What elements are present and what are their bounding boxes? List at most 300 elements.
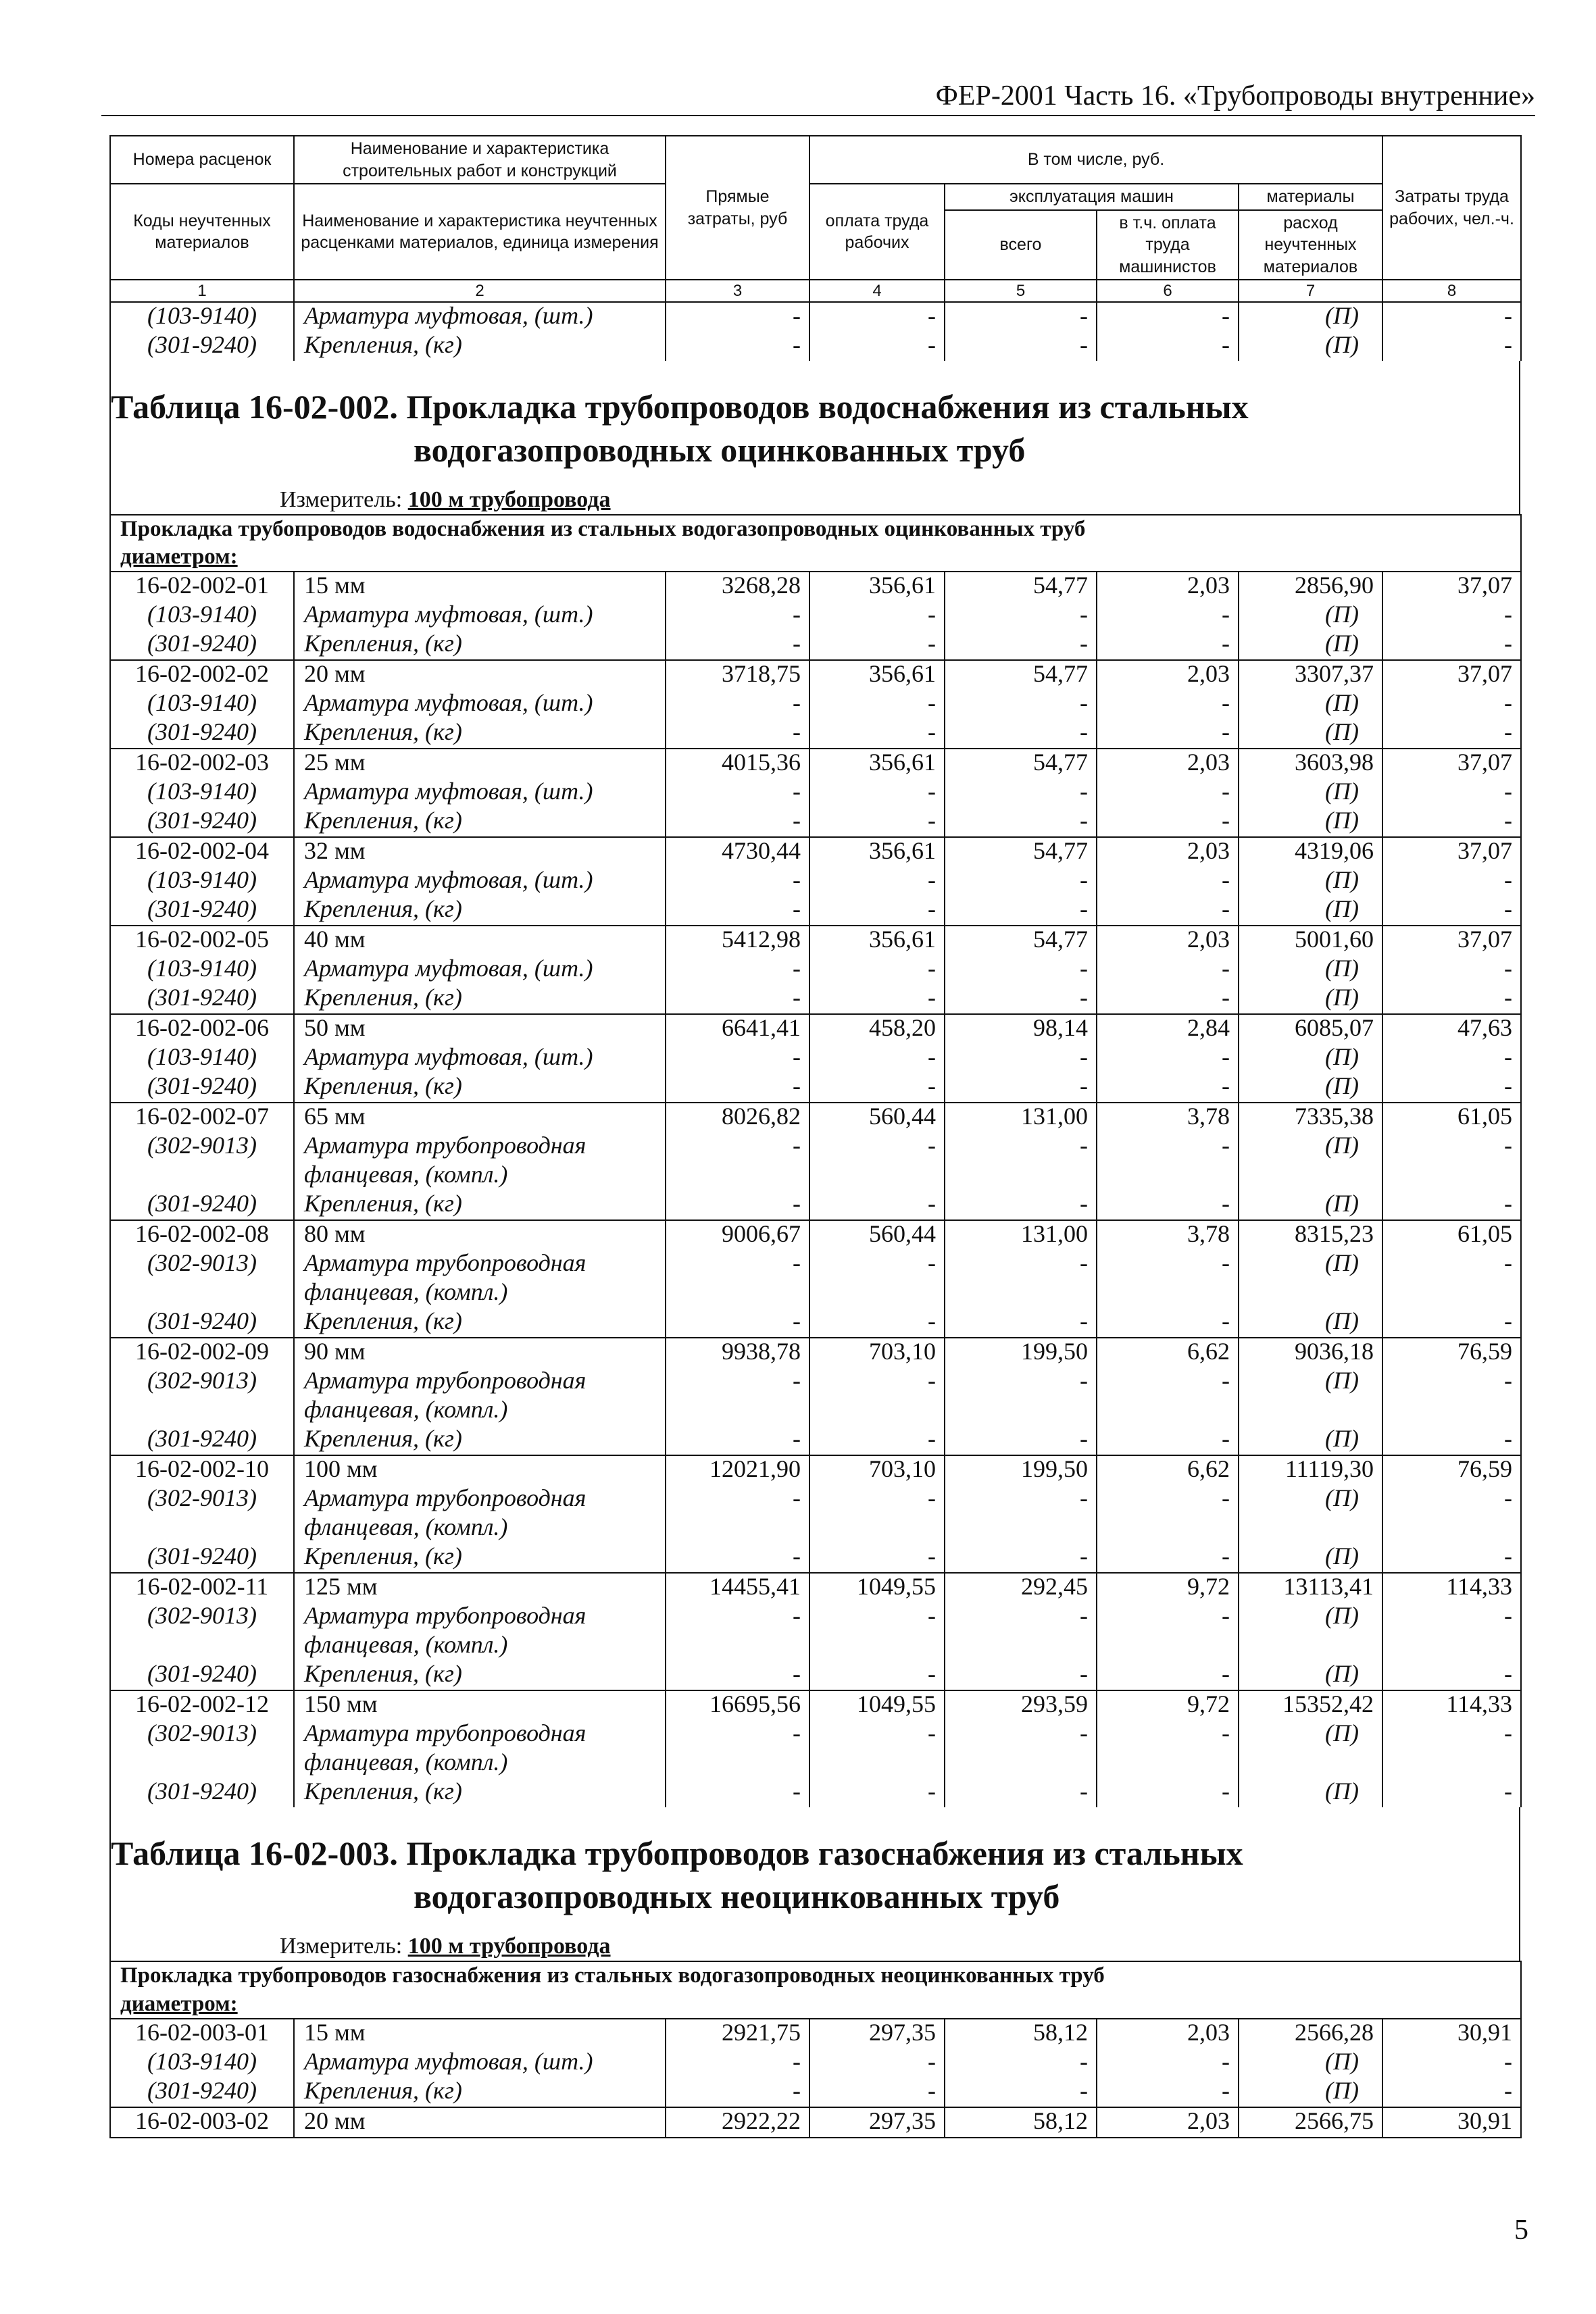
material-code: (301-9240) [110, 1190, 294, 1220]
value-cell: - [945, 1367, 1097, 1397]
value-cell: - [809, 2078, 945, 2107]
material-row [110, 1485, 1521, 1514]
value-cell: - [1382, 1132, 1521, 1161]
value-cell: 1049,55 [809, 1573, 945, 1603]
value-cell [666, 1632, 809, 1661]
value-cell: - [809, 1485, 945, 1514]
material-code: (301-9240) [110, 984, 294, 1014]
value-cell: - [945, 1073, 1097, 1103]
material-code: (302-9013) [110, 1603, 294, 1632]
rate-code: 16-02-002-07 [110, 1103, 294, 1132]
value-cell: (П) [1239, 2078, 1382, 2107]
meter-value: 100 м трубопровода [407, 487, 611, 513]
value-cell: - [1382, 1426, 1521, 1455]
value-cell [1097, 1161, 1239, 1190]
value-cell: (П) [1239, 601, 1382, 630]
col-number: 2 [294, 280, 666, 302]
value-cell: 15352,42 [1239, 1690, 1382, 1720]
value-cell: - [1097, 690, 1239, 719]
rate-row [110, 1338, 1521, 1367]
material-name: Крепления, (кг) [294, 896, 666, 926]
rate-code: 16-02-002-09 [110, 1338, 294, 1367]
material-row [110, 867, 1521, 896]
material-row [110, 1250, 1521, 1279]
value-cell: - [809, 896, 945, 926]
material-row [110, 601, 1521, 630]
rate-name: 15 мм [294, 2019, 666, 2048]
rate-row [110, 1220, 1521, 1250]
value-cell: - [666, 719, 809, 749]
running-head: ФЕР-2001 Часть 16. «Трубопроводы внутренние» [935, 80, 1535, 111]
material-name: Арматура трубопроводная [294, 1132, 666, 1161]
value-cell: - [809, 867, 945, 896]
rate-name: 90 мм [294, 1338, 666, 1367]
material-code: (302-9013) [110, 1720, 294, 1749]
value-cell: - [945, 1132, 1097, 1161]
value-cell: - [809, 1044, 945, 1073]
value-cell [1382, 1749, 1521, 1778]
value-cell: - [1382, 630, 1521, 660]
value-cell: - [809, 1190, 945, 1220]
value-cell: 8315,23 [1239, 1220, 1382, 1250]
value-cell: - [1097, 332, 1239, 361]
value-cell: 458,20 [809, 1014, 945, 1044]
value-cell: - [1382, 955, 1521, 984]
value-cell: - [1382, 303, 1521, 332]
rate-code: 16-02-002-05 [110, 926, 294, 955]
value-cell: - [809, 1426, 945, 1455]
value-cell: - [1382, 896, 1521, 926]
value-cell: 3,78 [1097, 1103, 1239, 1132]
value-cell [1097, 1632, 1239, 1661]
value-cell: 199,50 [945, 1338, 1097, 1367]
value-cell [1239, 1397, 1382, 1426]
material-row [110, 1543, 1521, 1573]
value-cell: - [945, 896, 1097, 926]
rate-row [110, 1690, 1521, 1720]
value-cell: 7335,38 [1239, 1103, 1382, 1132]
rate-name: 25 мм [294, 749, 666, 778]
value-cell: 703,10 [809, 1455, 945, 1485]
material-row [110, 630, 1521, 660]
value-cell: - [666, 778, 809, 807]
value-cell: - [1382, 2048, 1521, 2078]
value-cell [1097, 1279, 1239, 1308]
material-code: (103-9140) [110, 690, 294, 719]
value-cell: 58,12 [945, 2107, 1097, 2138]
value-cell: (П) [1239, 1073, 1382, 1103]
material-name: Крепления, (кг) [294, 1426, 666, 1455]
value-cell: 12021,90 [666, 1455, 809, 1485]
value-cell: - [809, 807, 945, 837]
material-name: Крепления, (кг) [294, 1543, 666, 1573]
in-that-header: В том числе, руб. [809, 136, 1382, 184]
col-number: 5 [945, 280, 1097, 302]
value-cell [1382, 1397, 1521, 1426]
col6-header: в т.ч. оплата труда машинистов [1097, 210, 1239, 280]
value-cell: - [1382, 332, 1521, 361]
value-cell: - [666, 1308, 809, 1338]
value-cell [945, 1749, 1097, 1778]
value-cell: 37,07 [1382, 660, 1521, 690]
col3-header: Прямые затраты, руб [666, 136, 809, 280]
material-row [110, 1132, 1521, 1161]
value-cell: - [945, 2048, 1097, 2078]
value-cell: (П) [1239, 1132, 1382, 1161]
value-cell: (П) [1239, 719, 1382, 749]
value-cell: - [809, 601, 945, 630]
value-cell: - [1097, 896, 1239, 926]
rate-code: 16-02-002-08 [110, 1220, 294, 1250]
value-cell: - [1097, 1190, 1239, 1220]
value-cell: 6,62 [1097, 1455, 1239, 1485]
material-row [110, 1778, 1521, 1807]
material-row [110, 1749, 1521, 1778]
value-cell: - [666, 1044, 809, 1073]
material-code: (301-9240) [110, 1308, 294, 1338]
meter-label: Измеритель: [280, 487, 403, 513]
value-cell: (П) [1239, 690, 1382, 719]
value-cell: 703,10 [809, 1338, 945, 1367]
material-code: (103-9140) [110, 601, 294, 630]
value-cell: - [809, 332, 945, 361]
value-cell: - [945, 332, 1097, 361]
material-code: (103-9140) [110, 867, 294, 896]
page-number: 5 [1514, 2215, 1528, 2246]
document-frame [109, 135, 1520, 2138]
value-cell: - [1097, 1778, 1239, 1807]
value-cell: - [666, 303, 809, 332]
material-code: (301-9240) [110, 630, 294, 660]
material-name: Арматура муфтовая, (шт.) [294, 601, 666, 630]
value-cell: 14455,41 [666, 1573, 809, 1603]
value-cell: (П) [1239, 332, 1382, 361]
value-cell: 58,12 [945, 2019, 1097, 2048]
material-name: Арматура трубопроводная [294, 1720, 666, 1749]
value-cell: - [1097, 984, 1239, 1014]
value-cell: - [809, 1661, 945, 1690]
value-cell: 297,35 [809, 2107, 945, 2138]
value-cell: (П) [1239, 1778, 1382, 1807]
rate-code: 16-02-002-10 [110, 1455, 294, 1485]
value-cell: 1049,55 [809, 1690, 945, 1720]
value-cell: 131,00 [945, 1103, 1097, 1132]
material-code: (302-9013) [110, 1132, 294, 1161]
rate-name: 20 мм [294, 2107, 666, 2138]
material-name: Крепления, (кг) [294, 984, 666, 1014]
value-cell: - [809, 690, 945, 719]
meter-line [111, 486, 1519, 514]
value-cell: 356,61 [809, 837, 945, 867]
value-cell [1382, 1161, 1521, 1190]
value-cell: 9036,18 [1239, 1338, 1382, 1367]
value-cell: 37,07 [1382, 837, 1521, 867]
value-cell: 16695,56 [666, 1690, 809, 1720]
value-cell: 61,05 [1382, 1220, 1521, 1250]
material-row [110, 2078, 1521, 2107]
material-name: Арматура муфтовая, (шт.) [294, 867, 666, 896]
value-cell: - [945, 630, 1097, 660]
material-code: (103-9140) [110, 2048, 294, 2078]
rate-name: 150 мм [294, 1690, 666, 1720]
value-cell: - [1097, 1308, 1239, 1338]
value-cell: - [945, 1308, 1097, 1338]
value-cell: - [809, 1543, 945, 1573]
material-code: (301-9240) [110, 1778, 294, 1807]
value-cell: 292,45 [945, 1573, 1097, 1603]
value-cell: - [809, 1778, 945, 1807]
value-cell [945, 1397, 1097, 1426]
value-cell: 76,59 [1382, 1455, 1521, 1485]
value-cell: - [666, 1778, 809, 1807]
value-cell: 30,91 [1382, 2019, 1521, 2048]
value-cell: - [1097, 1603, 1239, 1632]
material-code: (103-9140) [110, 955, 294, 984]
material-name: Арматура трубопроводная [294, 1485, 666, 1514]
value-cell: 9,72 [1097, 1690, 1239, 1720]
value-cell: - [945, 867, 1097, 896]
rate-code: 16-02-002-02 [110, 660, 294, 690]
rates-table-16-02-003 [109, 1961, 1522, 2138]
value-cell: - [945, 690, 1097, 719]
col-number: 8 [1382, 280, 1521, 302]
value-cell: - [1382, 1778, 1521, 1807]
value-cell: 13113,41 [1239, 1573, 1382, 1603]
material-name: Крепления, (кг) [294, 1308, 666, 1338]
material-name: Арматура трубопроводная [294, 1603, 666, 1632]
value-cell: - [809, 1720, 945, 1749]
value-cell [809, 1749, 945, 1778]
value-cell: (П) [1239, 807, 1382, 837]
value-cell: - [666, 867, 809, 896]
value-cell: - [945, 601, 1097, 630]
value-cell: 356,61 [809, 660, 945, 690]
material-name: Крепления, (кг) [294, 1073, 666, 1103]
value-cell: - [666, 601, 809, 630]
value-cell: - [666, 1367, 809, 1397]
value-cell: 37,07 [1382, 926, 1521, 955]
value-cell: - [1382, 1308, 1521, 1338]
value-cell: - [945, 1778, 1097, 1807]
rate-code: 16-02-002-01 [110, 572, 294, 601]
value-cell: - [666, 1720, 809, 1749]
value-cell: 4319,06 [1239, 837, 1382, 867]
material-code: (301-9240) [110, 1543, 294, 1573]
value-cell: 297,35 [809, 2019, 945, 2048]
subheading: Прокладка трубопроводов водоснабжения из стальных водогазопроводных оцинкованных труб диаметром: [110, 515, 1521, 572]
value-cell [1097, 1749, 1239, 1778]
materials-header: материалы [1239, 184, 1382, 210]
value-cell: 356,61 [809, 926, 945, 955]
material-row [110, 1279, 1521, 1308]
value-cell: - [1097, 2048, 1239, 2078]
value-cell: - [1097, 1485, 1239, 1514]
value-cell: - [1097, 955, 1239, 984]
material-code: (301-9240) [110, 1426, 294, 1455]
value-cell [809, 1632, 945, 1661]
material-name: Арматура муфтовая, (шт.) [294, 690, 666, 719]
value-cell: - [945, 1250, 1097, 1279]
value-cell [666, 1397, 809, 1426]
material-name: Арматура трубопроводная [294, 1250, 666, 1279]
value-cell: - [809, 1250, 945, 1279]
col8-header: Затраты труда рабочих, чел.-ч. [1382, 136, 1521, 280]
col5-header: всего [945, 210, 1097, 280]
value-cell: 54,77 [945, 837, 1097, 867]
value-cell: 47,63 [1382, 1014, 1521, 1044]
value-cell: - [666, 1485, 809, 1514]
value-cell: 54,77 [945, 926, 1097, 955]
value-cell: 2856,90 [1239, 572, 1382, 601]
material-name: Арматура муфтовая, (шт.) [294, 2048, 666, 2078]
material-code: (301-9240) [110, 1073, 294, 1103]
value-cell [1382, 1279, 1521, 1308]
value-cell: - [1097, 2078, 1239, 2107]
value-cell: - [666, 1073, 809, 1103]
value-cell: - [1097, 303, 1239, 332]
material-code: (301-9240) [110, 719, 294, 749]
material-code: (301-9240) [110, 896, 294, 926]
value-cell: 2,03 [1097, 926, 1239, 955]
value-cell [945, 1161, 1097, 1190]
material-code: (302-9013) [110, 1367, 294, 1397]
rate-name: 65 мм [294, 1103, 666, 1132]
material-code: (302-9013) [110, 1250, 294, 1279]
value-cell: - [945, 984, 1097, 1014]
material-row [110, 690, 1521, 719]
value-cell: - [1097, 601, 1239, 630]
value-cell [1097, 1397, 1239, 1426]
rate-name: 125 мм [294, 1573, 666, 1603]
material-code [110, 1514, 294, 1543]
value-cell: 2,03 [1097, 572, 1239, 601]
value-cell: (П) [1239, 1543, 1382, 1573]
machines-header: эксплуатация машин [945, 184, 1239, 210]
value-cell: 356,61 [809, 572, 945, 601]
value-cell: - [809, 778, 945, 807]
value-cell [1382, 1514, 1521, 1543]
rate-name: 40 мм [294, 926, 666, 955]
value-cell: - [666, 984, 809, 1014]
value-cell [1097, 1514, 1239, 1543]
material-code: (301-9240) [110, 807, 294, 837]
value-cell [809, 1279, 945, 1308]
value-cell [809, 1161, 945, 1190]
col-number: 3 [666, 280, 809, 302]
material-row [110, 1073, 1521, 1103]
value-cell: - [1382, 1720, 1521, 1749]
value-cell: - [945, 1485, 1097, 1514]
material-code [110, 1397, 294, 1426]
material-row [110, 1367, 1521, 1397]
rate-row [110, 1103, 1521, 1132]
value-cell: (П) [1239, 1603, 1382, 1632]
rate-row [110, 1014, 1521, 1044]
value-cell: - [1382, 1603, 1521, 1632]
col2-header-bottom: Наименование и характеристика неучтенных расценками материалов, единица измерения [294, 184, 666, 280]
material-code [110, 1161, 294, 1190]
value-cell: - [1097, 1073, 1239, 1103]
value-cell: - [1097, 867, 1239, 896]
value-cell: - [1382, 1073, 1521, 1103]
material-row [110, 1603, 1521, 1632]
material-row [110, 984, 1521, 1014]
value-cell [666, 1279, 809, 1308]
value-cell: - [1382, 1190, 1521, 1220]
rate-name: 32 мм [294, 837, 666, 867]
value-cell: 9006,67 [666, 1220, 809, 1250]
value-cell: - [1382, 601, 1521, 630]
value-cell: 5001,60 [1239, 926, 1382, 955]
value-cell: (П) [1239, 1190, 1382, 1220]
value-cell [945, 1632, 1097, 1661]
material-row [110, 1044, 1521, 1073]
value-cell [809, 1397, 945, 1426]
value-cell: - [1382, 984, 1521, 1014]
header-rule [101, 115, 1535, 116]
material-code: (302-9013) [110, 1485, 294, 1514]
value-cell [666, 1161, 809, 1190]
value-cell: 3307,37 [1239, 660, 1382, 690]
meter-value: 100 м трубопровода [407, 1934, 611, 1959]
material-row [110, 1426, 1521, 1455]
value-cell [809, 1514, 945, 1543]
material-row [110, 1720, 1521, 1749]
value-cell: - [945, 1603, 1097, 1632]
value-cell [945, 1279, 1097, 1308]
value-cell: (П) [1239, 955, 1382, 984]
value-cell: - [666, 2078, 809, 2107]
material-name: Крепления, (кг) [294, 2078, 666, 2107]
material-row [110, 1308, 1521, 1338]
rate-row [110, 837, 1521, 867]
rate-row [110, 2107, 1521, 2138]
value-cell: - [945, 1543, 1097, 1573]
material-name: Крепления, (кг) [294, 1190, 666, 1220]
value-cell: 2566,75 [1239, 2107, 1382, 2138]
material-name: Арматура муфтовая, (шт.) [294, 303, 666, 332]
material-name: Крепления, (кг) [294, 719, 666, 749]
value-cell: - [1097, 1132, 1239, 1161]
value-cell: 2,03 [1097, 2107, 1239, 2138]
value-cell: 114,33 [1382, 1573, 1521, 1603]
col-number: 4 [809, 280, 945, 302]
col4-header: оплата труда рабочих [809, 184, 945, 280]
prev-rows-table [109, 303, 1522, 361]
rate-row [110, 926, 1521, 955]
value-cell: - [945, 807, 1097, 837]
value-cell: - [1097, 1720, 1239, 1749]
material-code: (301-9240) [110, 2078, 294, 2107]
rate-name: 80 мм [294, 1220, 666, 1250]
value-cell: (П) [1239, 630, 1382, 660]
value-cell: 293,59 [945, 1690, 1097, 1720]
value-cell: 8026,82 [666, 1103, 809, 1132]
material-name: фланцевая, (компл.) [294, 1514, 666, 1543]
rate-code: 16-02-003-01 [110, 2019, 294, 2048]
value-cell: - [666, 1190, 809, 1220]
rate-row [110, 1455, 1521, 1485]
value-cell: - [809, 719, 945, 749]
rate-code: 16-02-002-04 [110, 837, 294, 867]
value-cell: - [666, 1250, 809, 1279]
value-cell: (П) [1239, 1308, 1382, 1338]
col-number: 1 [110, 280, 294, 302]
value-cell: 560,44 [809, 1220, 945, 1250]
table-title: Таблица 16-02-003. Прокладка трубопроводов газоснабжения из стальных водогазопроводных неоцинкованных труб [111, 1834, 1243, 1916]
value-cell: 54,77 [945, 749, 1097, 778]
material-code: (301-9240) [110, 1661, 294, 1690]
